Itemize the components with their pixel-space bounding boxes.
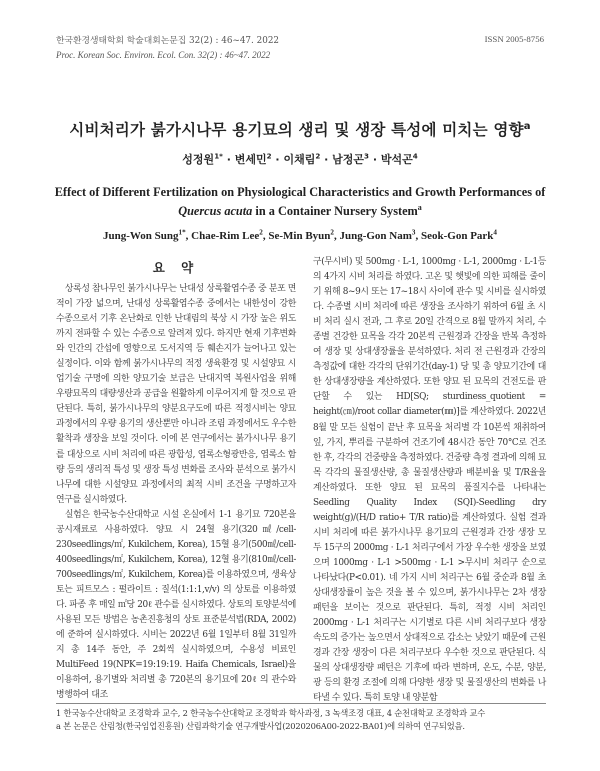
footnotes: [56, 707, 556, 733]
title-ko-footnote-mark: a: [523, 120, 531, 132]
author-separator: ·: [369, 153, 381, 166]
author-list-ko: [0, 151, 600, 167]
author-ko-affiliation-mark: 1*: [214, 151, 223, 161]
author-ko-affiliation-mark: 2: [315, 151, 321, 161]
title-ko-text: 시비처리가 붉가시나무 용기묘의 생리 및 생장 특성에 미치는 영향: [69, 121, 524, 139]
journal-header: [56, 34, 279, 62]
author-separator: ,: [185, 230, 192, 242]
footnote-line: a 본 논문은 산림청(한국임업진흥원) 산림과학기술 연구개발사업(2020206A00-2022-BA01)에 의하여 연구되었음.: [56, 721, 465, 731]
issn: ISSN 2005-8756: [484, 34, 544, 44]
title-en-line1: Effect of Different Fertilization on Physiological Characteristics and Growth Performances of: [54, 185, 546, 199]
author-en-affiliation-mark: 2: [259, 228, 263, 237]
body-column-right: [313, 255, 546, 706]
author-en-name: Jung-Won Sung: [102, 230, 179, 242]
title-en-line2: in a Container Nursery System: [252, 204, 418, 218]
body-paragraph: 구(무시비) 및 500mg · L-1, 1000mg · L-1, 2000mg · L-1등의 4가지 시비 처리를 하였다. 고온 및 햇빛에 의한 피해를 줄이기 위해 8~9시 또는 17~18시 사이에 관수 및 시비를 실시하였다. 수종별 시비 처리에 따른 생장을 조사하기 위하여 6월 초 시비 처리 실시 전과, 그 후로 20일 간격으로 8월 말까지 처리, 수종별 건강한 묘목을 각각 20본씩 근원경과 간장을 반복 측정하여 생장 및 상대생장률을 분석하였다. 처리 전 근원경과 간장의 측정값에 대한 각각의 단위기간(day-1) 당 및 총 양묘기간에 대한 상대생장량을 계산하였다. 또한 양묘 된 묘목의 건전도를 판단할 수 있는 HD[SQ; sturdiness_quotient = height(㎝)/root collar diameter(㎜)]를 계산하였다. 2022년 8월 말 모든 실험이 끝난 후 묘목을 처리별 각 10본씩 채취하여 잎, 가지, 뿌리를 구분하여 건조기에 48시간 동안 70°C로 건조한 후, 각각의 건중량을 측정하였다. 건중량 측정 결과에 의해 묘목 각각의 물질생산량, 총 물질생산량과 배분비율 및 T/R율을 계산하였다. 또한 양묘 된 묘목의 품질지수를 나타내는 Seedling Quality Index (SQI)-Seedling dry weight(g)/(H/D ratio+ T/R ratio)를 계산하였다. 실험 결과 시비 처리에 따른 붉가시나무 용기묘의 근원경과 간장 생장 모두 15구의 2000mg · L-1 처리구에서 가장 우수한 생장을 보였으며 1000mg · L-1 >500mg · L-1 >무시비 처리구 순으로 나타났다(P<0.01). 네 가지 시비 처리구는 6월 중순과 8월 초 상대생장률이 높은 것을 볼 수 있으며, 붉가시나무는 2차 생장 패턴을 보이는 것으로 판단된다. 특히, 적정 시비 처리인 2000mg · L-1 처리구는 시기별로 다른 시비 처리구보다 생장 속도의 증가는 높으면서 상대적으로 감소는 낮았기 때문에 근원경과 간장 생장이 다른 처리구보다 우수한 것으로 판단된다. 식물의 상대생장량 패턴은 기후에 따라 변하며, 온도, 수분, 양분, 광 등의 환경 조절에 의해 다양한 생장 및 물질생산의 변화를 나타낼 수 있다. 특히 토양 내 양분함: [313, 257, 546, 704]
author-ko-affiliation-mark: 2: [266, 151, 272, 161]
title-en-footnote-mark: a: [417, 202, 422, 212]
body-paragraph: 상록성 참나무인 붉가시나무는 난대성 상록활엽수종 중 분포 면적이 가장 넓으며, 난대성 상록활엽수종 중에서는 내한성이 강한 수종으로서 기후 온난화로 인한 난대림의 북상 시 가장 높은 위도까지 전파할 수 있는 수종으로 알려져 있다. 하지만 현재 기후변화와 인간의 간섭에 영향으로 도서지역 등 훼손지가 늘어나고 있는 실정이다. 이와 함께 붉가시나무의 적정 생육환경 및 시설양묘 시업기술 구명에 의한 양묘기술 보급은 난대지역 복원사업을 위해 우량묘목의 대량생산과 공급을 원활하게 이루어지게 할 것으로 판단된다. 특히, 붉가시나무의 양분요구도에 따른 적정시비는 양묘과정에서의 우량 용기의 생산뿐만 아니라 조림 과정에서도 우수한 활착과 생장을 보일 것이다. 이에 본 연구에서는 붉가시나무 용기를 대상으로 시비 처리에 따른 광합성, 엽록소형광반응, 엽록소 함량 등의 생리적 특성 및 생장 특성 변화를 조사와 분석으로 붉가시나무에 대한 시설양묘 과정에서의 최적 시비 조건을 구명하고자 연구를 실시하였다.: [56, 284, 296, 505]
author-ko-name: 성정원: [182, 153, 215, 166]
author-ko-name: 박석곤: [380, 153, 413, 166]
paper-title-ko: [0, 118, 600, 140]
author-separator: ,: [333, 230, 340, 242]
body-paragraph: 실험은 한국농수산대학교 시설 온실에서 1-1 용기묘 720본을 공시재료로 사용하였다. 양묘 시 24혈 용기(320㎖/cell-230seedlings/㎡, Kukilchem, Korea), 15혈 용기(500㎖/cell-400seedlings/㎡, Kukilchem, Korea), 12혈 용기(810㎖/cell-700seedlings/㎡, Kukilchem, Korea)를 이용하였으며, 생육상토는 피트모스 : 펄라이트 : 질석(1:1:1,v/v) 의 상토를 이용하였다. 파종 후 매일 ㎡당 20ℓ 관수를 실시하였다. 상토의 토양분석에 사용된 모든 방법은 농촌진흥청의 상토 표준분석법(RDA, 2002)에 준하여 실시하였다. 시비는 2022년 6월 1일부터 8월 31일까지 총 14주 동안, 주 2회씩 실시하였으며, 수용성 비료인 MultiFeed 19(NPK=19:19:19. Haifa Chemicals, Israel)을 이용하여, 용기별와 처리별 총 720본의 용기묘에 20ℓ 의 관수와 병행하여 대조: [56, 509, 296, 701]
footnote-line: 1 한국농수산대학교 조경학과 교수, 2 한국농수산대학교 조경학과 학사과정, 3 녹색조경 대표, 4 순천대학교 조경학과 교수: [56, 708, 486, 718]
author-en-name: Jung-Gon Nam: [339, 230, 412, 242]
title-en-species: Quercus acuta: [178, 204, 253, 218]
author-en-affiliation-mark: 4: [493, 228, 497, 237]
author-separator: ·: [271, 153, 284, 166]
footnote-divider: [56, 703, 546, 704]
author-en-name: Chae-Rim Lee: [191, 230, 260, 242]
author-en-affiliation-mark: 1*: [178, 228, 186, 237]
journal-name-en: Proc. Korean Soc. Environ. Ecol. Con. 32(2) : 46~47. 2022: [56, 50, 271, 60]
author-ko-name: 남정곤: [332, 153, 365, 166]
author-ko-affiliation-mark: 4: [412, 151, 418, 161]
author-en-name: Se-Min Byun: [268, 230, 331, 242]
author-list-en: [0, 230, 600, 242]
author-ko-affiliation-mark: 3: [364, 151, 369, 161]
author-ko-name: 변세민: [234, 153, 267, 166]
author-ko-name: 이채림: [283, 153, 316, 166]
author-separator: ,: [262, 230, 269, 242]
author-separator: ·: [320, 153, 333, 166]
journal-name-ko: 한국환경생태학회 학술대회논문집 32(2) : 46~47. 2022: [56, 36, 280, 46]
abstract-heading: 요 약: [152, 260, 200, 275]
author-separator: ·: [222, 153, 235, 166]
paper-title-en: [50, 183, 550, 221]
author-en-name: Seok-Gon Park: [420, 230, 494, 242]
author-en-affiliation-mark: 3: [411, 228, 416, 237]
author-en-affiliation-mark: 2: [330, 228, 334, 237]
author-separator: ,: [415, 230, 421, 242]
body-column-left: [56, 282, 296, 703]
